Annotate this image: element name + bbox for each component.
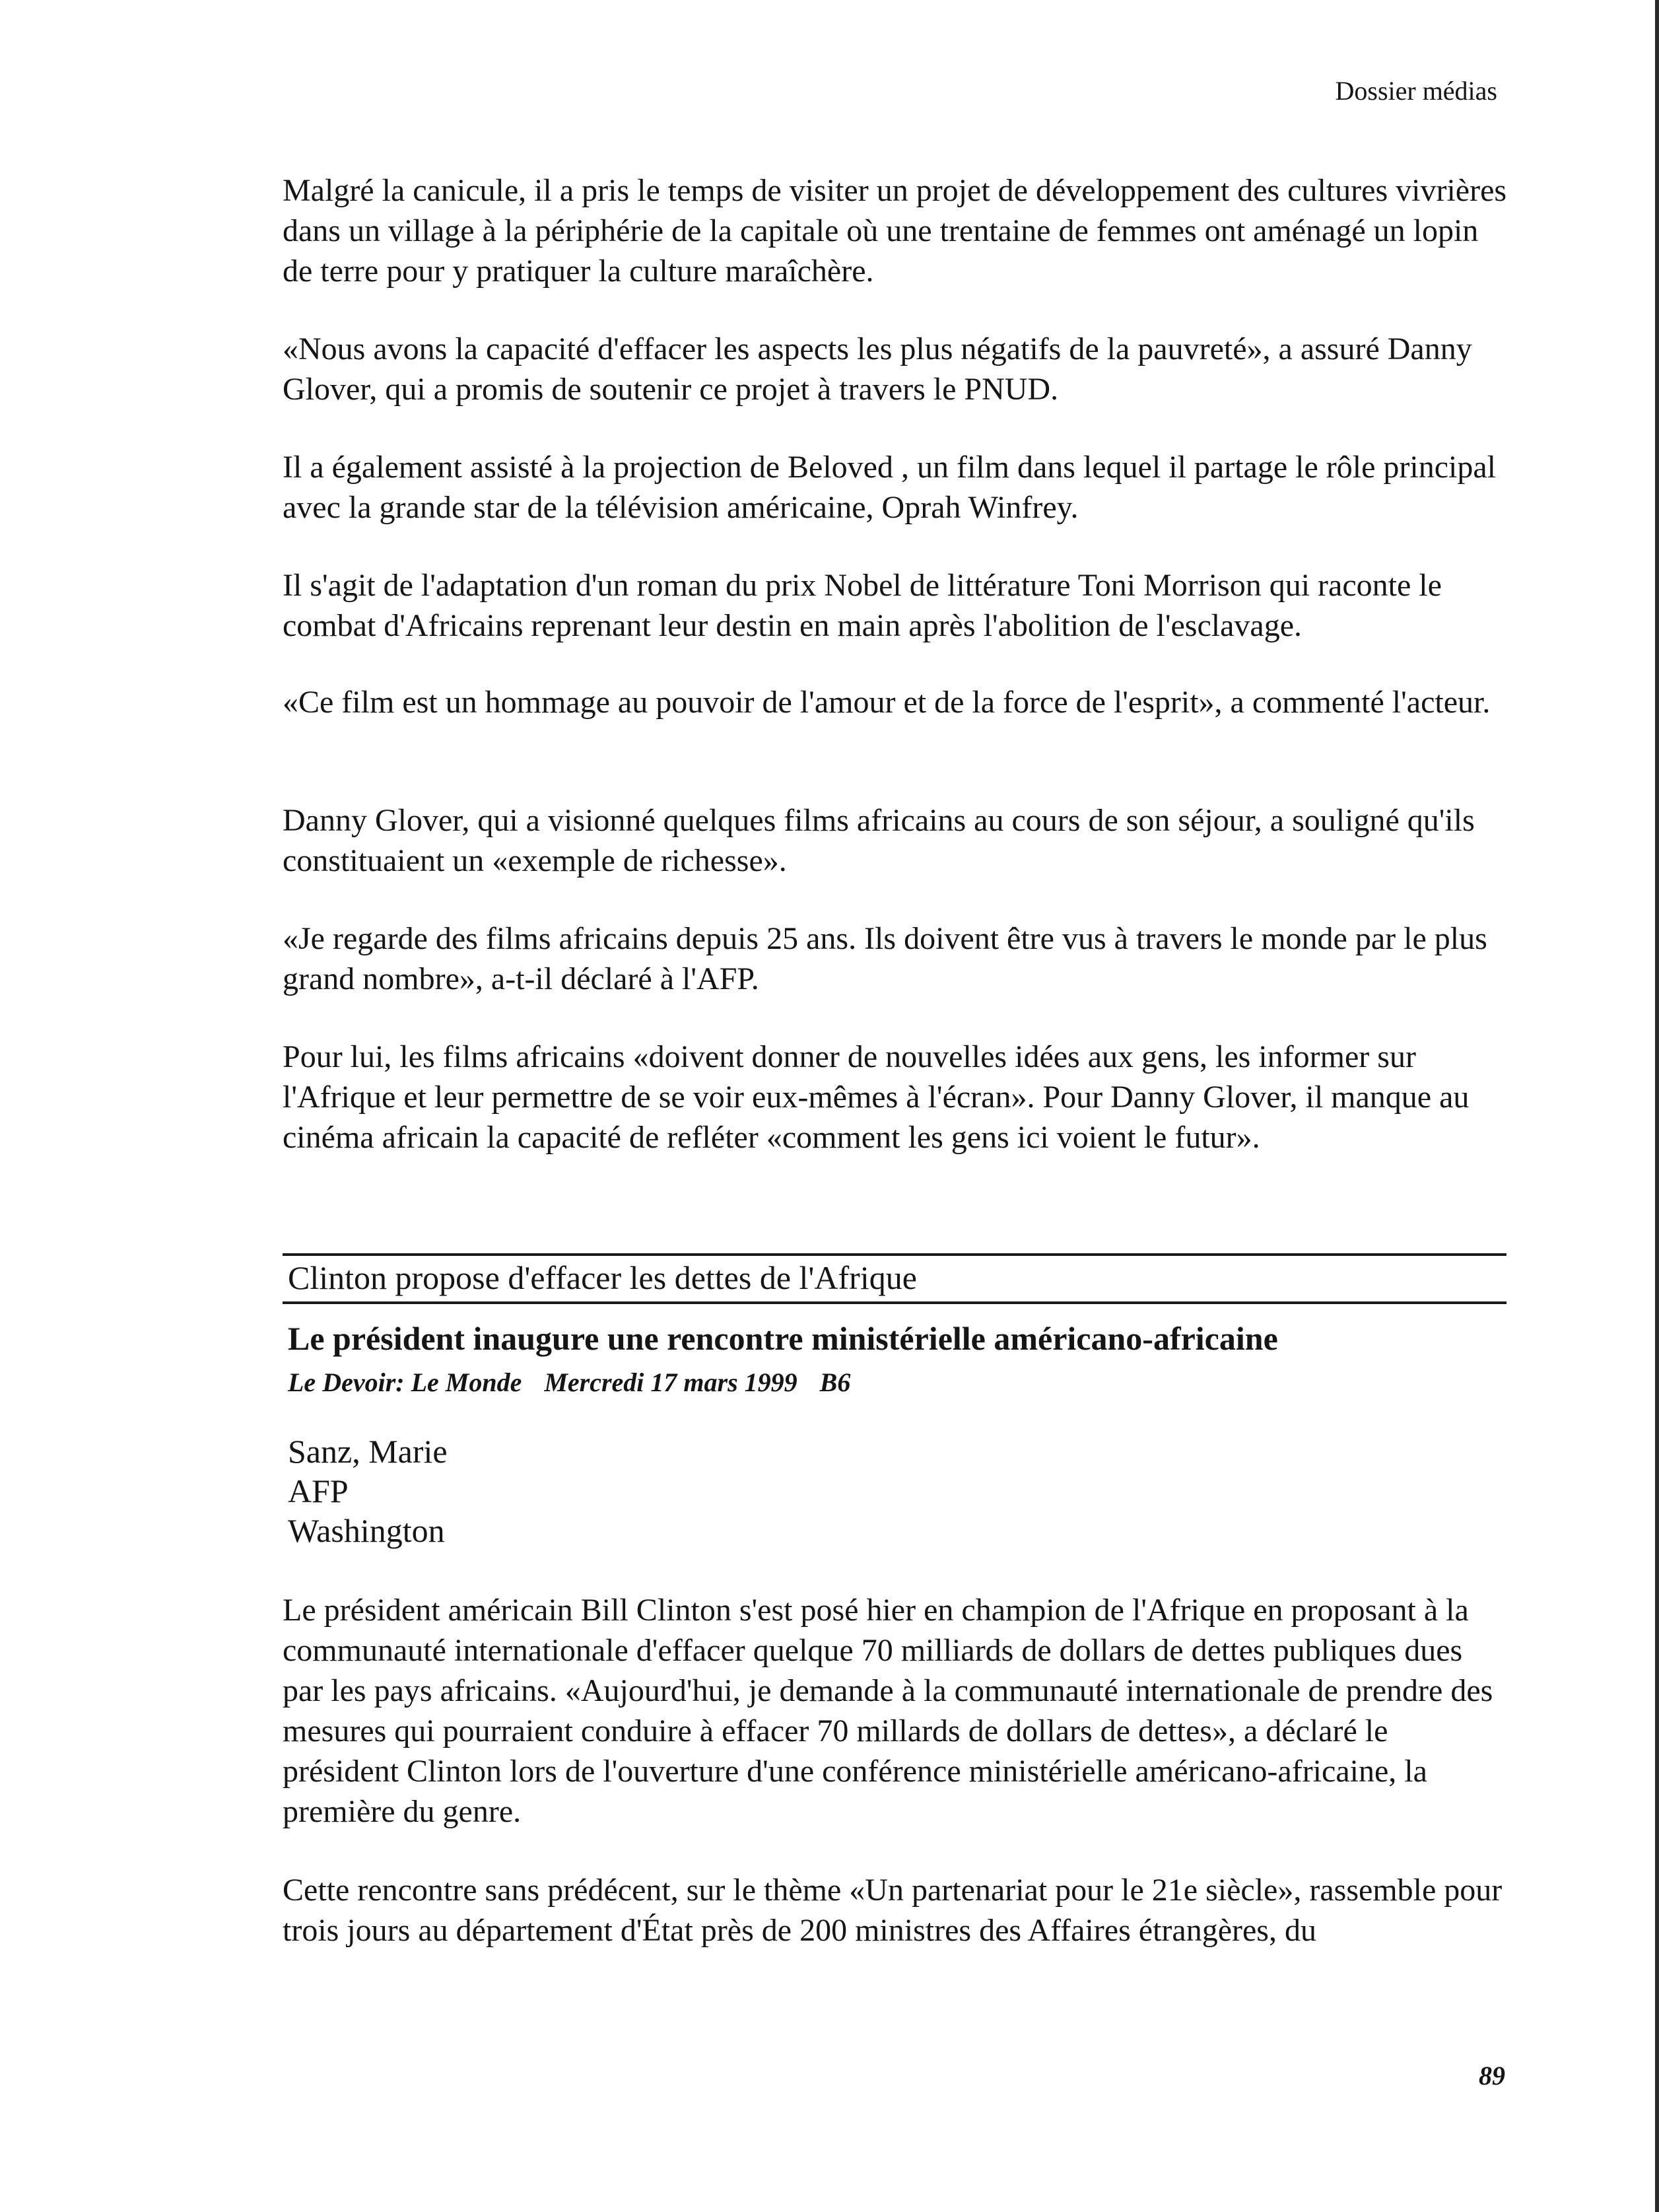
- body-paragraph: Cette rencontre sans prédécent, sur le thème «Un partenariat pour le 21e siècle», rassemble pour trois jours au département d'État près de 200 ministres des Affaires étrangères, du: [283, 1873, 1503, 1948]
- body-paragraph: «Ce film est un hommage au pouvoir de l'amour et de la force de l'esprit», a commenté l'acteur.: [283, 685, 1491, 720]
- byline-location: Washington: [288, 1512, 445, 1549]
- running-header: Dossier médias: [1335, 76, 1497, 106]
- article-title: Clinton propose d'effacer les dettes de l'Afrique: [288, 1259, 917, 1296]
- body-paragraph: Pour lui, les films africains «doivent donner de nouvelles idées aux gens, les informer sur l'Afrique et leur permettre de se voir eux-mêmes à l'écran». Pour Danny Glover, il manque au cinéma africain la capacité de refléter «comment les gens ici voient le futur».: [283, 1039, 1470, 1155]
- title-rule-top: [283, 1253, 1507, 1256]
- page-edge-shadow: [1655, 0, 1659, 2212]
- source-publication: Le Devoir: Le Monde: [288, 1367, 522, 1397]
- body-paragraph: «Nous avons la capacité d'effacer les aspects les plus négatifs de la pauvreté», a assuré Danny Glover, qui a promis de soutenir ce projet à travers le PNUD.: [283, 331, 1472, 407]
- article-subtitle: Le président inaugure une rencontre ministérielle américano-africaine: [288, 1320, 1278, 1357]
- body-paragraph: Le président américain Bill Clinton s'est posé hier en champion de l'Afrique en proposant à la communauté internationale d'effacer quelque 70 milliards de dollars de dettes publiques dues par les pays africains. «Aujourd'hui, je demande à la communauté internationale de prendre des mesures qui pourraient conduire à effacer 70 millards de dollars de dettes», a déclaré le président Clinton lors de l'ouverture d'une conférence ministérielle américano-africaine, la première du genre.: [283, 1593, 1493, 1829]
- body-paragraph: «Je regarde des films africains depuis 25 ans. Ils doivent être vus à travers le monde par le plus grand nombre», a-t-il déclaré à l'AFP.: [283, 921, 1487, 996]
- body-paragraph: Danny Glover, qui a visionné quelques films africains au cours de son séjour, a souligné qu'ils constituaient un «exemple de richesse».: [283, 803, 1475, 878]
- page-number: 89: [1479, 2061, 1505, 2091]
- body-paragraph: Il a également assisté à la projection de Beloved , un film dans lequel il partage le rôle principal avec la grande star de la télévision américaine, Oprah Winfrey.: [283, 450, 1497, 525]
- title-rule-bottom: [283, 1301, 1507, 1304]
- article-source-line: [288, 1364, 866, 1401]
- article-byline: [288, 1432, 448, 1550]
- byline-agency: AFP: [288, 1472, 349, 1509]
- byline-author: Sanz, Marie: [288, 1433, 448, 1470]
- body-paragraph: Malgré la canicule, il a pris le temps de visiter un projet de développement des cultures vivrières dans un village à la périphérie de la capitale où une trentaine de femmes ont aménagé un lopin de terre pour y pratiquer la culture maraîchère.: [283, 173, 1507, 289]
- body-paragraph: Il s'agit de l'adaptation d'un roman du prix Nobel de littérature Toni Morrison qui raconte le combat d'Africains reprenant leur destin en main après l'abolition de l'esclavage.: [283, 568, 1442, 643]
- source-page: B6: [819, 1367, 851, 1397]
- source-date: Mercredi 17 mars 1999: [544, 1367, 797, 1397]
